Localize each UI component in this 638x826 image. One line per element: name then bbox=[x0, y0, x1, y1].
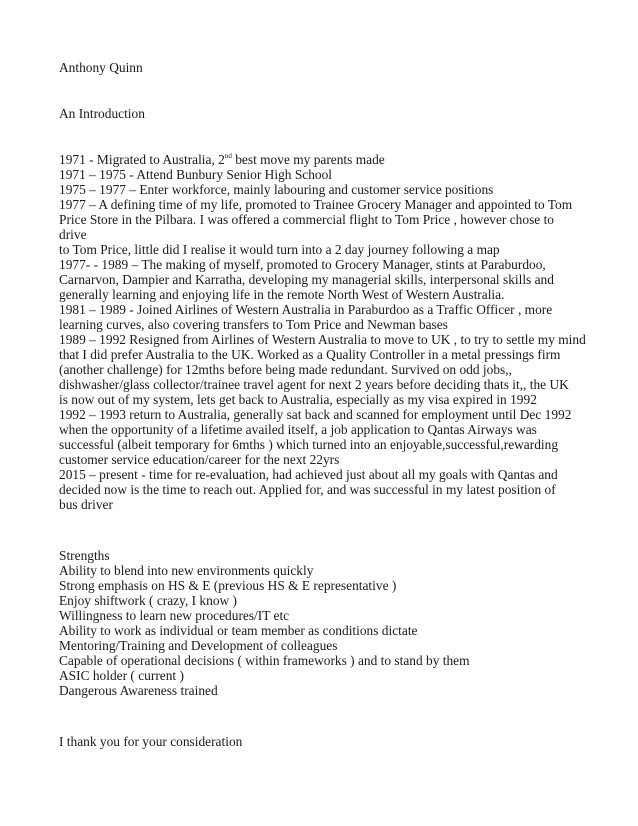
history-line: (another challenge) for 12mths before being made redundant. Survived on odd jobs,, bbox=[59, 362, 512, 377]
history-line: that I did prefer Australia to the UK. Worked as a Quality Controller in a metal pressings firm bbox=[59, 347, 561, 362]
strengths-section bbox=[59, 548, 589, 698]
history-line: is now out of my system, lets get back to Australia, especially as my visa expired in 1992 bbox=[59, 392, 537, 407]
history-line: drive bbox=[59, 227, 87, 242]
history-line: Carnarvon, Dampier and Karratha, developing my managerial skills, interpersonal skills and bbox=[59, 272, 554, 287]
history-line: 1971 – 1975 - Attend Bunbury Senior High School bbox=[59, 167, 333, 182]
strength-item: Mentoring/Training and Development of colleagues bbox=[59, 638, 338, 653]
history-line: 1971 - Migrated to Australia, 2nd best move my parents made bbox=[59, 152, 385, 167]
strength-item: Ability to blend into new environments quickly bbox=[59, 563, 314, 578]
employment-history bbox=[59, 152, 589, 512]
history-line: dishwasher/glass collector/trainee travel agent for next 2 years before deciding thats it,, the UK bbox=[59, 377, 569, 392]
author-name: Anthony Quinn bbox=[59, 60, 143, 75]
history-line: successful (albeit temporary for 6mths ) which turned into an enjoyable,successful,rewarding bbox=[59, 437, 559, 452]
introduction-heading: An Introduction bbox=[59, 106, 145, 121]
strengths-heading: Strengths bbox=[59, 548, 110, 563]
strength-item: ASIC holder ( current ) bbox=[59, 668, 184, 683]
history-line: 1981 – 1989 - Joined Airlines of Western Australia in Paraburdoo as a Traffic Officer , more bbox=[59, 302, 553, 317]
history-line: 1977- - 1989 – The making of myself, promoted to Grocery Manager, stints at Paraburdoo, bbox=[59, 257, 546, 272]
history-line: generally learning and enjoying life in the remote North West of Western Australia. bbox=[59, 287, 505, 302]
history-line: when the opportunity of a lifetime availed itself, a job application to Qantas Airways was bbox=[59, 422, 537, 437]
strength-item: Enjoy shiftwork ( crazy, I know ) bbox=[59, 593, 237, 608]
strength-item: Capable of operational decisions ( within frameworks ) and to stand by them bbox=[59, 653, 470, 668]
strength-item: Strong emphasis on HS & E (previous HS & E representative ) bbox=[59, 578, 397, 593]
history-line: 1975 – 1977 – Enter workforce, mainly labouring and customer service positions bbox=[59, 182, 494, 197]
history-line: 1977 – A defining time of my life, promoted to Trainee Grocery Manager and appointed to Tom bbox=[59, 197, 573, 212]
history-line: decided now is the time to reach out. Applied for, and was successful in my latest position of bbox=[59, 482, 556, 497]
history-line: 1992 – 1993 return to Australia, generally sat back and scanned for employment until Dec 1992 bbox=[59, 407, 572, 422]
history-line: to Tom Price, little did I realise it would turn into a 2 day journey following a map bbox=[59, 242, 500, 257]
history-line: bus driver bbox=[59, 497, 113, 512]
strength-item: Willingness to learn new procedures/IT etc bbox=[59, 608, 290, 623]
history-line: customer service education/career for the next 22yrs bbox=[59, 452, 340, 467]
history-line: 2015 – present - time for re-evaluation, had achieved just about all my goals with Qantas and bbox=[59, 467, 558, 482]
strength-item: Ability to work as individual or team member as conditions dictate bbox=[59, 623, 418, 638]
history-line: learning curves, also covering transfers to Tom Price and Newman bases bbox=[59, 317, 448, 332]
history-line: 1989 – 1992 Resigned from Airlines of Western Australia to move to UK , to try to settle my mind bbox=[59, 332, 586, 347]
closing-line: I thank you for your consideration bbox=[59, 734, 243, 749]
strength-item: Dangerous Awareness trained bbox=[59, 683, 218, 698]
history-line: Price Store in the Pilbara. I was offered a commercial flight to Tom Price , however chose to bbox=[59, 212, 554, 227]
